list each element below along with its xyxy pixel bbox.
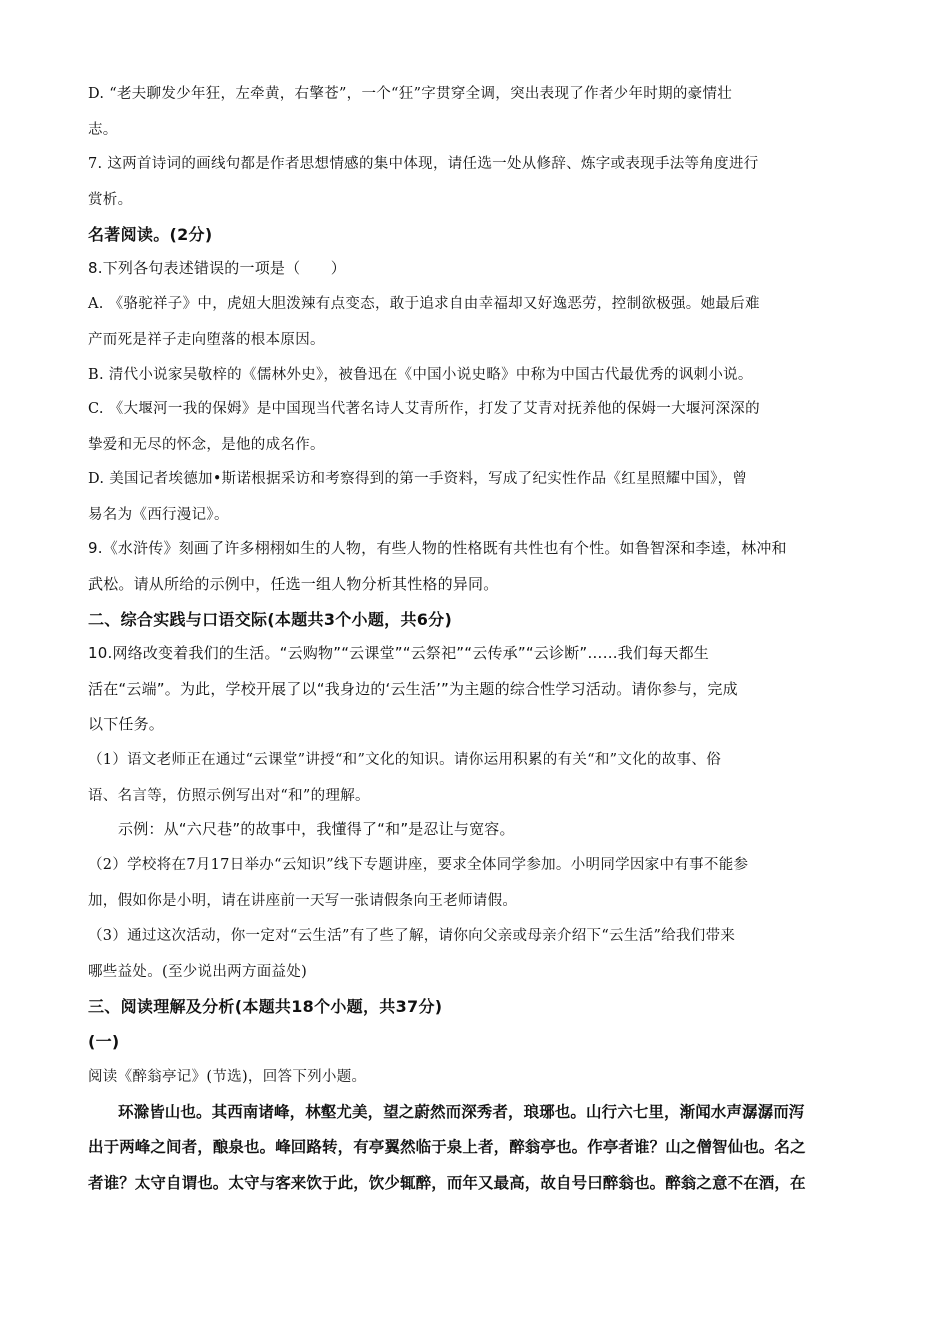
q10-task2-line2: 加，假如你是小明，请在讲座前一天写一张请假条向王老师请假。 — [88, 893, 518, 909]
q10-task2-line1: （2）学校将在7月17日举办“云知识”线下专题讲座，要求全体同学参加。小明同学因家中有事不能参 — [88, 857, 749, 873]
q10-line3: 以下任务。 — [88, 715, 165, 733]
q8-option-b: B. 清代小说家吴敬梓的《儒林外史》，被鲁迅在《中国小说史略》中称为中国古代最优秀的讽刺小说。 — [88, 367, 753, 383]
q10-line2: 活在“云端”。为此，学校开展了以“我身边的‘云生活’”为主题的综合性学习活动。请你参与，完成 — [88, 680, 738, 698]
q8-option-c-line2: 挚爱和无尽的怀念，是他的成名作。 — [88, 437, 325, 453]
q10-task3-line2: 哪些益处。(至少说出两方面益处) — [88, 964, 308, 980]
q6-option-d-line2: 志。 — [88, 122, 118, 138]
passage-line3: 者谁？太守自谓也。太守与客来饮于此，饮少辄醉，而年又最高，故自号曰醉翁也。醉翁之意不在酒，在 — [88, 1174, 806, 1192]
section-heading-2: 二、综合实践与口语交际(本题共3个小题，共6分) — [88, 610, 453, 629]
section-heading-classics: 名著阅读。(2分) — [88, 225, 213, 244]
q9-line1: 9.《水浒传》刻画了许多栩栩如生的人物，有些人物的性格既有共性也有个性。如鲁智深和李逵，林冲和 — [88, 539, 787, 557]
q9-line2: 武松。请从所给的示例中，任选一组人物分析其性格的异同。 — [88, 575, 499, 593]
q7-line2: 赏析。 — [88, 192, 133, 208]
reading-instruction: 阅读《醉翁亭记》(节选)，回答下列小题。 — [88, 1069, 367, 1085]
q10-example: 示例：从“六尺巷”的故事中，我懂得了“和”是忍让与宽容。 — [118, 820, 515, 838]
q8-option-d-line2: 易名为《西行漫记》。 — [88, 507, 229, 523]
passage-line2: 出于两峰之间者，酿泉也。峰回路转，有亭翼然临于泉上者，醉翁亭也。作亭者谁？山之僧智仙也。名之 — [88, 1138, 806, 1156]
q10-line1: 10.网络改变着我们的生活。“云购物”“云课堂”“云祭祀”“云传承”“云诊断”……我们每天都生 — [88, 644, 709, 662]
q10-task1-line1: （1）语文老师正在通过“云课堂”讲授“和”文化的知识。请你运用积累的有关“和”文化的故事、俗 — [88, 752, 721, 768]
q8-option-c-line1: C. 《大堰河一我的保姆》是中国现当代著名诗人艾青所作，打发了艾青对抚养他的保姆一大堰河深深的 — [88, 401, 760, 417]
subsection-heading-1: (一) — [88, 1032, 120, 1051]
q8-option-a-line2: 产而死是祥子走向堕落的根本原因。 — [88, 332, 325, 348]
section-heading-3: 三、阅读理解及分析(本题共18个小题，共37分) — [88, 997, 443, 1016]
q8-option-a-line1: A. 《骆驼祥子》中，虎妞大胆泼辣有点变态，敢于追求自由幸福却又好逸恶劳，控制欲极强。她最后难 — [88, 296, 760, 312]
q7-line1: 7. 这两首诗词的画线句都是作者思想情感的集中体现，请任选一处从修辞、炼字或表现手法等角度进行 — [88, 156, 759, 172]
q8-stem: 8.下列各句表述错误的一项是（ ） — [88, 259, 346, 277]
q8-option-d-line1: D. 美国记者埃德加•斯诺根据采访和考察得到的第一手资料，写成了纪实性作品《红星照耀中国》，曾 — [88, 471, 748, 487]
passage-line1: 环滁皆山也。其西南诸峰，林壑尤美，望之蔚然而深秀者，琅琊也。山行六七里，渐闻水声潺潺而泻 — [118, 1103, 805, 1121]
q6-option-d-line1: D. “老夫聊发少年狂，左牵黄，右擎苍”，一个“狂”字贯穿全调，突出表现了作者少年时期的豪情壮 — [88, 86, 733, 102]
q10-task1-line2: 语、名言等，仿照示例写出对“和”的理解。 — [88, 788, 370, 804]
q10-task3-line1: （3）通过这次活动，你一定对“云生活”有了些了解，请你向父亲或母亲介绍下“云生活”给我们带来 — [88, 928, 736, 944]
